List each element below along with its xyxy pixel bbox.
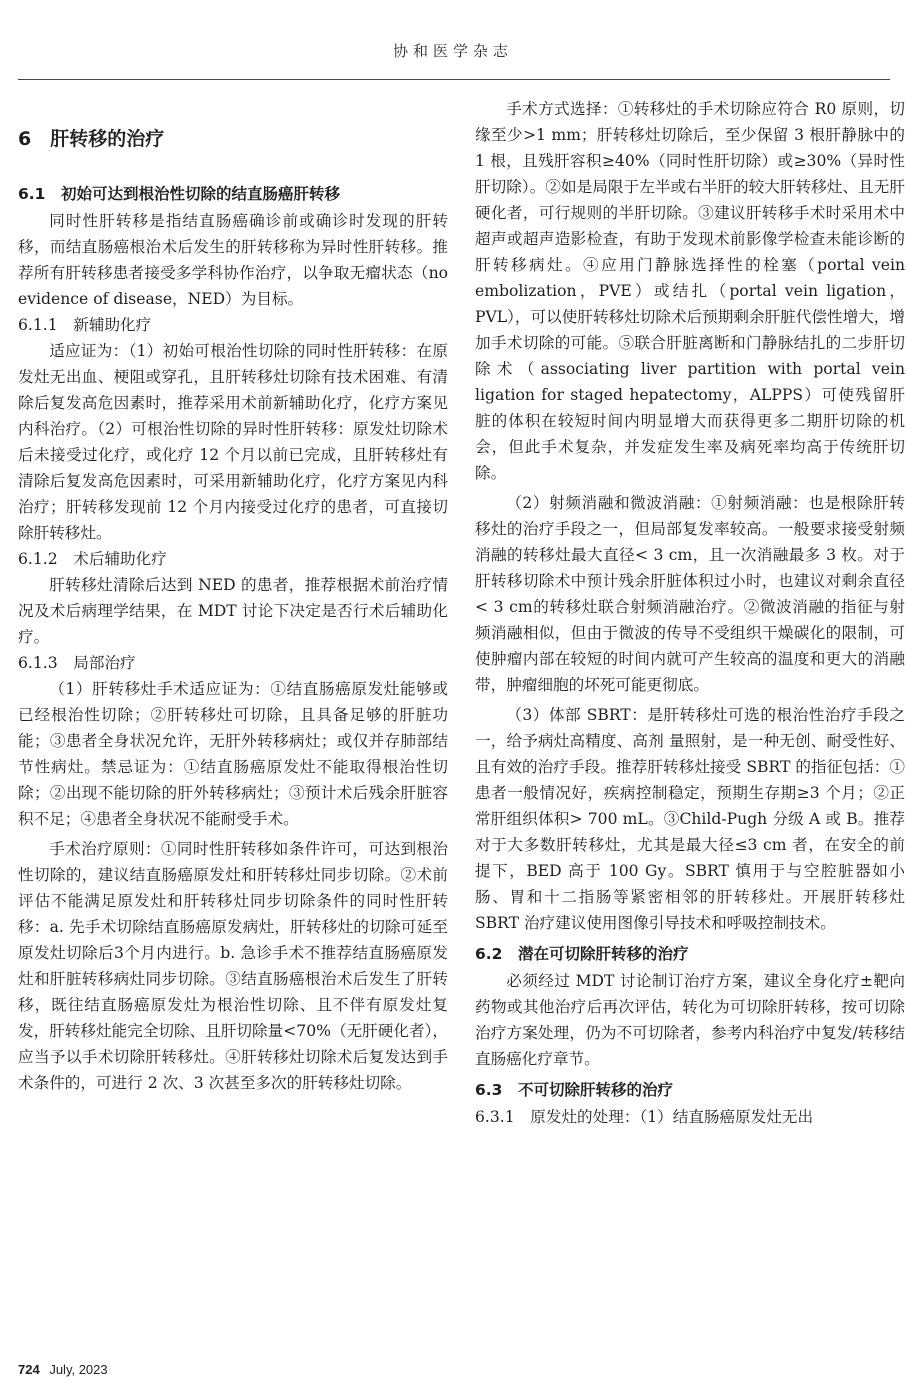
journal-title: 协和医学杂志 (392, 42, 513, 60)
section-6-1-2-title: 6.1.2 术后辅助化疗 (18, 550, 167, 568)
section-6-1-3-title: 6.1.3 局部治疗 (18, 654, 136, 672)
page-footer (18, 1362, 108, 1377)
section-6-1-3-indications: （1）肝转移灶手术适应证为：①结直肠癌原发灶能够或已经根治性切除；②肝转移灶可切除，且具备足够的肝脏功能；③患者全身状况允许，无肝外转移病灶；或仅并存肺部结节性病灶。禁忌证为：①结直肠癌原发灶不能取得根治性切除；②出现不能切除的肝外转移病灶；③预计术后残余肝脏容积不足；④患者全身状况不能耐受手术。 (18, 680, 448, 828)
section-6-1-title: 6.1 初始可达到根治性切除的结直肠癌肝转移 (18, 185, 340, 203)
page-number: 724 (18, 1362, 40, 1377)
section-6-2-paragraph: 必须经过 MDT 讨论制订治疗方案，建议全身化疗±靶向药物或其他治疗后再次评估，转化为可切除肝转移，按可切除治疗方案处理，仍为不可切除者，参考内科治疗中复发/转移结直肠癌化疗章节。 (475, 972, 905, 1068)
ablation-paragraph: （2）射频消融和微波消融：①射频消融：也是根除肝转移灶的治疗手段之一，但局部复发率较高。一般要求接受射频消融的转移灶最大直径< 3 cm，且一次消融最多 3 枚。对于肝转移切除术中预计残余肝脏体积过小时，也建议对剩余直径< 3 cm的转移灶联合射频消融治疗。②微波消融的指征与射频消融相似，但由于微波的传导不受组织干燥碳化的限制，可使肿瘤内部在较短的时间内就可产生较高的温度和更大的消融带，肿瘤细胞的坏死可能更彻底。 (475, 494, 905, 694)
section-6-1-1-paragraph: 适应证为：（1）初始可根治性切除的同时性肝转移：在原发灶无出血、梗阻或穿孔，且肝转移灶切除有技术困难、有清除后复发高危因素时，推荐采用术前新辅助化疗，化疗方案见内科治疗。（2）可根治性切除的异时性肝转移：原发灶切除术后未接受过化疗，或化疗 12 个月以前已完成，且肝转移灶有清除后复发高危因素时，可采用新辅助化疗，化疗方案见内科治疗；肝转移发现前 12 个月内接受过化疗的患者，可直接切除肝转移灶。 (18, 342, 448, 542)
section-6-3-title: 6.3 不可切除肝转移的治疗 (475, 1081, 673, 1099)
surgical-method-paragraph: 手术方式选择：①转移灶的手术切除应符合 R0 原则，切缘至少>1 mm；肝转移灶切除后，至少保留 3 根肝静脉中的 1 根，且残肝容积≥40%（同时性肝切除）或≥30%（异时性肝切除）。②如是局限于左半或右半肝的较大肝转移灶、且无肝硬化者，可行规则的半肝切除。③建议肝转移手术时采用术中超声或超声造影检查，有助于发现术前影像学检查未能诊断的肝转移病灶。④应用门静脉选择性的栓塞（portal vein embolization，PVE）或结扎（portal vein ligation，PVL），可以使肝转移灶切除术后预期剩余肝脏代偿性增大，增加手术切除的可能。⑤联合肝脏离断和门静脉结扎的二步肝切除术（associating liver partition with portal vein ligation for staged hepatectomy，ALPPS）可使残留肝脏的体积在较短时间内明显增大而获得更多二期肝切除的机会，但此手术复杂，并发症发生率及病死率均高于传统肝切除。 (475, 100, 905, 482)
left-column (18, 96, 448, 1096)
section-6-1-1-title: 6.1.1 新辅助化疗 (18, 316, 152, 334)
issue-date: July, 2023 (49, 1362, 108, 1377)
page-header (0, 0, 906, 96)
section-6-title: 6 肝转移的治疗 (18, 128, 165, 150)
header-rule (18, 79, 890, 80)
section-6-1-paragraph: 同时性肝转移是指结直肠癌确诊前或确诊时发现的肝转移，而结直肠癌根治术后发生的肝转移称为异时性肝转移。推荐所有肝转移患者接受多学科协作治疗，以争取无瘤状态（no evidence of disease，NED）为目标。 (18, 212, 448, 308)
section-6-3-1-line: 6.3.1 原发灶的处理：（1）结直肠癌原发灶无出 (475, 1108, 814, 1126)
section-6-2-title: 6.2 潜在可切除肝转移的治疗 (475, 945, 689, 963)
section-6-1-3-principles: 手术治疗原则：①同时性肝转移如条件许可，可达到根治性切除的，建议结直肠癌原发灶和肝转移灶同步切除。②术前评估不能满足原发灶和肝转移灶同步切除条件的同时性肝转移：a. 先手术切除结直肠癌原发病灶，肝转移灶的切除可延至原发灶切除后3个月内进行。b. 急诊手术不推荐结直肠癌原发灶和肝脏转移病灶同步切除。③结直肠癌根治术后发生了肝转移，既往结直肠癌原发灶为根治性切除、且不伴有原发灶复发，肝转移灶能完全切除、且肝切除量<70%（无肝硬化者），应当予以手术切除肝转移灶。④肝转移灶切除术后复发达到手术条件的，可进行 2 次、3 次甚至多次的肝转移灶切除。 (18, 840, 448, 1092)
section-6-1-2-paragraph: 肝转移灶清除后达到 NED 的患者，推荐根据术前治疗情况及术后病理学结果，在 MDT 讨论下决定是否行术后辅助化疗。 (18, 576, 448, 646)
right-column (475, 96, 905, 1130)
sbrt-paragraph: （3）体部 SBRT：是肝转移灶可选的根治性治疗手段之一，给予病灶高精度、高剂 量照射，是一种无创、耐受性好、且有效的治疗手段。推荐肝转移灶接受 SBRT 的指征包括：①患者一般情况好，疾病控制稳定，预期生存期≥3 个月；②正常肝组织体积> 700 mL。③Child-Pugh 分级 A 或 B。推荐对于大多数肝转移灶，尤其是最大径≤3 cm 者，在安全的前提下，BED 高于 100 Gy。SBRT 慎用于与空腔脏器如小肠、胃和十二指肠等紧密相邻的肝转移灶。开展肝转移灶 SBRT 治疗建议使用图像引导技术和呼吸控制技术。 (475, 706, 905, 932)
